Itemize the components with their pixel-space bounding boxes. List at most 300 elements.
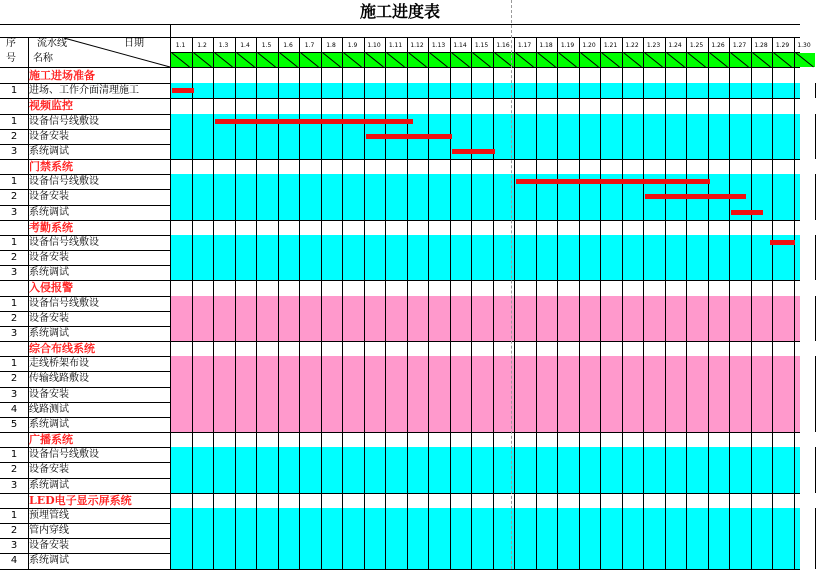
task-col-line	[729, 129, 730, 144]
task-col-line	[364, 371, 365, 386]
task-col-line	[299, 250, 300, 265]
task-col-line	[342, 356, 343, 371]
task-col-line	[299, 402, 300, 417]
task-col-line	[536, 371, 537, 386]
task-col-line	[321, 523, 322, 538]
date-header: 1.17	[517, 42, 532, 49]
task-col-line	[256, 402, 257, 417]
task-col-line	[600, 508, 601, 523]
task-col-line	[450, 553, 451, 568]
task-col-line	[342, 311, 343, 326]
task-col-line	[514, 235, 515, 250]
task-col-line	[450, 371, 451, 386]
task-col-line	[428, 250, 429, 265]
date-header: 1.24	[668, 42, 682, 49]
task-col-line	[729, 114, 730, 129]
task-row-name: 设备安装	[29, 252, 69, 264]
date-header: 1.10	[367, 42, 381, 49]
task-col-line	[493, 508, 494, 523]
task-col-line	[213, 205, 214, 220]
task-col-line	[170, 523, 171, 538]
task-col-line	[665, 356, 666, 371]
task-col-line	[170, 174, 171, 189]
task-col-line	[385, 356, 386, 371]
task-row-fill	[170, 250, 800, 265]
task-col-line	[170, 296, 171, 311]
task-col-line	[622, 144, 623, 159]
task-col-line	[170, 387, 171, 402]
task-col-line	[514, 508, 515, 523]
task-col-line	[299, 371, 300, 386]
section-title: 入侵报警	[29, 281, 73, 295]
task-row-name: 设备安装	[29, 464, 69, 476]
task-col-line	[514, 538, 515, 553]
task-row-number: 3	[10, 479, 18, 491]
task-col-line	[192, 371, 193, 386]
task-col-line	[772, 417, 773, 432]
task-col-line	[342, 83, 343, 98]
task-col-line	[256, 447, 257, 462]
task-col-line	[428, 114, 429, 129]
task-col-line	[450, 356, 451, 371]
date-header: 1.12	[410, 42, 424, 49]
task-col-line	[170, 447, 171, 462]
date-header: 1.7	[304, 42, 315, 49]
task-col-line	[622, 478, 623, 493]
task-col-line	[643, 311, 644, 326]
task-col-line	[342, 417, 343, 432]
task-col-line	[321, 508, 322, 523]
task-col-line	[493, 447, 494, 462]
task-col-line	[557, 250, 558, 265]
task-col-line	[729, 553, 730, 568]
task-col-line	[170, 250, 171, 265]
task-col-line	[471, 326, 472, 341]
task-col-line	[579, 447, 580, 462]
task-col-line	[514, 447, 515, 462]
task-col-line	[708, 311, 709, 326]
task-col-line	[450, 83, 451, 98]
task-col-line	[643, 402, 644, 417]
task-row-number: 2	[10, 464, 18, 476]
task-col-line	[579, 129, 580, 144]
task-col-line	[428, 402, 429, 417]
progress-header-cell	[385, 53, 407, 67]
task-col-line	[708, 462, 709, 477]
task-col-line	[686, 296, 687, 311]
task-col-line	[686, 523, 687, 538]
task-col-line	[256, 174, 257, 189]
progress-header-cell	[428, 53, 450, 67]
task-col-line	[493, 462, 494, 477]
task-col-line	[321, 356, 322, 371]
task-col-line	[385, 523, 386, 538]
task-col-line	[385, 83, 386, 98]
task-col-line	[643, 83, 644, 98]
section-title: 施工进场准备	[29, 69, 95, 82]
task-col-line	[471, 402, 472, 417]
task-col-line	[299, 356, 300, 371]
task-col-line	[385, 144, 386, 159]
task-col-line	[729, 356, 730, 371]
task-col-line	[622, 189, 623, 204]
task-col-line	[643, 523, 644, 538]
task-col-line	[536, 326, 537, 341]
task-col-line	[686, 265, 687, 280]
task-col-line	[665, 402, 666, 417]
task-col-line	[643, 371, 644, 386]
task-col-line	[751, 402, 752, 417]
task-col-line	[600, 311, 601, 326]
task-col-line	[256, 189, 257, 204]
task-col-line	[579, 387, 580, 402]
task-col-line	[643, 478, 644, 493]
task-col-line	[256, 371, 257, 386]
task-col-line	[471, 371, 472, 386]
task-col-line	[471, 296, 472, 311]
task-row-number: 1	[10, 358, 18, 370]
task-col-line	[170, 205, 171, 220]
task-col-line	[600, 189, 601, 204]
task-row-name: 系统调试	[29, 206, 69, 218]
task-col-line	[471, 387, 472, 402]
task-col-line	[235, 189, 236, 204]
task-col-line	[729, 174, 730, 189]
task-col-line	[772, 402, 773, 417]
task-col-line	[321, 326, 322, 341]
task-col-line	[708, 205, 709, 220]
task-col-line	[256, 296, 257, 311]
task-col-line	[686, 114, 687, 129]
task-col-line	[794, 174, 795, 189]
task-col-line	[213, 250, 214, 265]
task-row-fill	[170, 265, 800, 280]
task-col-line	[471, 478, 472, 493]
task-col-line	[708, 129, 709, 144]
task-col-line	[385, 538, 386, 553]
task-col-line	[213, 129, 214, 144]
task-col-line	[579, 296, 580, 311]
task-col-line	[772, 129, 773, 144]
task-col-line	[557, 326, 558, 341]
task-row-fill	[170, 205, 800, 220]
task-col-line	[407, 235, 408, 250]
task-col-line	[450, 250, 451, 265]
task-col-line	[213, 83, 214, 98]
task-col-line	[772, 83, 773, 98]
schedule-bar	[731, 210, 763, 215]
task-col-line	[170, 235, 171, 250]
task-col-line	[192, 356, 193, 371]
task-col-line	[256, 129, 257, 144]
task-col-line	[600, 83, 601, 98]
task-col-line	[643, 508, 644, 523]
task-col-line	[579, 462, 580, 477]
task-row-fill	[170, 356, 800, 371]
task-col-line	[192, 523, 193, 538]
task-col-line	[600, 265, 601, 280]
task-col-line	[536, 538, 537, 553]
task-col-line	[600, 402, 601, 417]
task-row-fill	[170, 311, 800, 326]
task-col-line	[708, 296, 709, 311]
progress-header-cell	[170, 53, 192, 67]
row-line	[0, 159, 800, 160]
task-col-line	[364, 311, 365, 326]
task-col-line	[235, 417, 236, 432]
task-row-fill	[170, 523, 800, 538]
task-col-line	[751, 129, 752, 144]
task-col-line	[751, 144, 752, 159]
task-col-line	[321, 144, 322, 159]
task-row-name: 管内穿线	[29, 525, 69, 537]
progress-header-cell	[686, 53, 708, 67]
task-col-line	[514, 83, 515, 98]
task-col-line	[600, 144, 601, 159]
task-col-line	[622, 296, 623, 311]
task-col-line	[708, 538, 709, 553]
task-row-number: 3	[10, 327, 18, 339]
task-col-line	[407, 371, 408, 386]
task-col-line	[235, 371, 236, 386]
task-col-line	[643, 417, 644, 432]
date-header: 1.5	[261, 42, 272, 49]
task-col-line	[342, 129, 343, 144]
task-col-line	[622, 205, 623, 220]
task-col-line	[600, 538, 601, 553]
task-col-line	[321, 189, 322, 204]
task-col-line	[708, 478, 709, 493]
progress-header-cell	[536, 53, 558, 67]
task-col-line	[665, 83, 666, 98]
task-col-line	[299, 144, 300, 159]
task-col-line	[557, 523, 558, 538]
task-col-line	[794, 205, 795, 220]
task-col-line	[471, 265, 472, 280]
task-col-line	[751, 189, 752, 204]
task-col-line	[536, 144, 537, 159]
task-col-line	[729, 265, 730, 280]
task-col-line	[428, 235, 429, 250]
task-col-line	[321, 205, 322, 220]
task-col-line	[772, 296, 773, 311]
task-row-name: 设备信号线敷设	[29, 297, 99, 309]
task-col-line	[708, 447, 709, 462]
task-col-line	[471, 356, 472, 371]
task-col-line	[471, 250, 472, 265]
date-header: 1.19	[560, 42, 575, 49]
task-col-line	[643, 114, 644, 129]
task-col-line	[686, 371, 687, 386]
task-col-line	[256, 508, 257, 523]
task-col-line	[643, 356, 644, 371]
task-col-line	[299, 447, 300, 462]
task-col-line	[428, 447, 429, 462]
task-col-line	[686, 205, 687, 220]
task-col-line	[192, 387, 193, 402]
task-col-line	[579, 83, 580, 98]
task-col-line	[622, 447, 623, 462]
task-col-line	[493, 296, 494, 311]
task-col-line	[256, 205, 257, 220]
task-col-line	[514, 371, 515, 386]
task-col-line	[256, 462, 257, 477]
task-row-number: 2	[10, 191, 18, 203]
date-header: 1.8	[326, 42, 336, 49]
task-col-line	[686, 478, 687, 493]
task-col-line	[256, 250, 257, 265]
task-col-line	[557, 189, 558, 204]
task-col-line	[256, 478, 257, 493]
task-row-fill	[170, 296, 800, 311]
task-col-line	[579, 371, 580, 386]
task-col-line	[213, 447, 214, 462]
task-col-line	[600, 129, 601, 144]
task-col-line	[729, 311, 730, 326]
task-col-line	[321, 129, 322, 144]
task-col-line	[729, 326, 730, 341]
task-col-line	[794, 417, 795, 432]
task-col-line	[729, 508, 730, 523]
task-col-line	[536, 417, 537, 432]
task-col-line	[514, 129, 515, 144]
task-col-line	[514, 311, 515, 326]
task-col-line	[170, 326, 171, 341]
task-col-line	[450, 417, 451, 432]
task-col-line	[794, 387, 795, 402]
task-col-line	[407, 417, 408, 432]
task-col-line	[665, 235, 666, 250]
progress-header-cell	[342, 53, 364, 67]
task-col-line	[170, 356, 171, 371]
task-col-line	[450, 508, 451, 523]
task-col-line	[342, 462, 343, 477]
task-col-line	[686, 144, 687, 159]
date-header: 1.22	[625, 42, 639, 49]
task-col-line	[514, 462, 515, 477]
task-col-line	[299, 174, 300, 189]
task-col-line	[278, 508, 279, 523]
task-row-name: 系统调试	[29, 418, 69, 430]
task-col-line	[213, 174, 214, 189]
task-col-line	[708, 508, 709, 523]
task-col-line	[364, 538, 365, 553]
task-col-line	[342, 508, 343, 523]
progress-header-cell	[794, 53, 816, 67]
task-col-line	[342, 326, 343, 341]
task-col-line	[192, 235, 193, 250]
task-col-line	[450, 447, 451, 462]
task-row-name: 系统调试	[29, 479, 69, 491]
task-col-line	[235, 402, 236, 417]
task-col-line	[557, 129, 558, 144]
task-col-line	[450, 387, 451, 402]
task-col-line	[170, 417, 171, 432]
task-col-line	[622, 538, 623, 553]
date-header: 1.29	[775, 42, 790, 49]
task-row-number: 4	[10, 555, 18, 567]
task-col-line	[299, 129, 300, 144]
task-col-line	[514, 205, 515, 220]
task-col-line	[342, 250, 343, 265]
task-col-line	[299, 326, 300, 341]
task-col-line	[772, 311, 773, 326]
task-col-line	[794, 326, 795, 341]
task-col-line	[364, 129, 365, 144]
task-col-line	[256, 553, 257, 568]
task-col-line	[256, 83, 257, 98]
task-row-fill	[170, 235, 800, 250]
task-col-line	[729, 538, 730, 553]
task-col-line	[385, 402, 386, 417]
task-col-line	[256, 144, 257, 159]
task-col-line	[772, 523, 773, 538]
task-col-line	[622, 311, 623, 326]
task-col-line	[256, 356, 257, 371]
task-col-line	[342, 235, 343, 250]
task-col-line	[579, 311, 580, 326]
task-row-name: 设备信号线敷设	[29, 176, 99, 188]
task-col-line	[471, 447, 472, 462]
task-col-line	[428, 538, 429, 553]
task-col-line	[686, 508, 687, 523]
task-col-line	[622, 356, 623, 371]
header-name-label: 名称	[33, 53, 53, 64]
task-col-line	[342, 478, 343, 493]
task-col-line	[772, 189, 773, 204]
task-col-line	[665, 417, 666, 432]
task-col-line	[622, 417, 623, 432]
task-col-line	[600, 523, 601, 538]
task-col-line	[665, 447, 666, 462]
task-col-line	[493, 265, 494, 280]
task-col-line	[514, 478, 515, 493]
task-col-line	[256, 417, 257, 432]
progress-header-cell	[557, 53, 579, 67]
task-col-line	[170, 189, 171, 204]
task-col-line	[471, 523, 472, 538]
task-col-line	[321, 417, 322, 432]
task-col-line	[192, 417, 193, 432]
task-col-line	[665, 144, 666, 159]
task-col-line	[557, 296, 558, 311]
task-row-name: 设备安装	[29, 191, 69, 203]
task-col-line	[686, 83, 687, 98]
progress-header-cell	[514, 53, 536, 67]
task-col-line	[170, 114, 171, 129]
task-row-number: 3	[10, 145, 18, 157]
task-col-line	[514, 553, 515, 568]
task-col-line	[665, 462, 666, 477]
task-col-line	[622, 402, 623, 417]
task-col-line	[299, 478, 300, 493]
task-col-line	[213, 296, 214, 311]
task-col-line	[192, 265, 193, 280]
task-col-line	[364, 265, 365, 280]
task-col-line	[450, 311, 451, 326]
task-row-number: 1	[10, 176, 18, 188]
task-col-line	[493, 371, 494, 386]
task-col-line	[278, 189, 279, 204]
task-col-line	[213, 508, 214, 523]
task-col-line	[536, 235, 537, 250]
task-col-line	[364, 144, 365, 159]
task-col-line	[321, 478, 322, 493]
task-col-line	[751, 235, 752, 250]
task-col-line	[235, 387, 236, 402]
task-col-line	[235, 250, 236, 265]
progress-header-cell	[235, 53, 257, 67]
